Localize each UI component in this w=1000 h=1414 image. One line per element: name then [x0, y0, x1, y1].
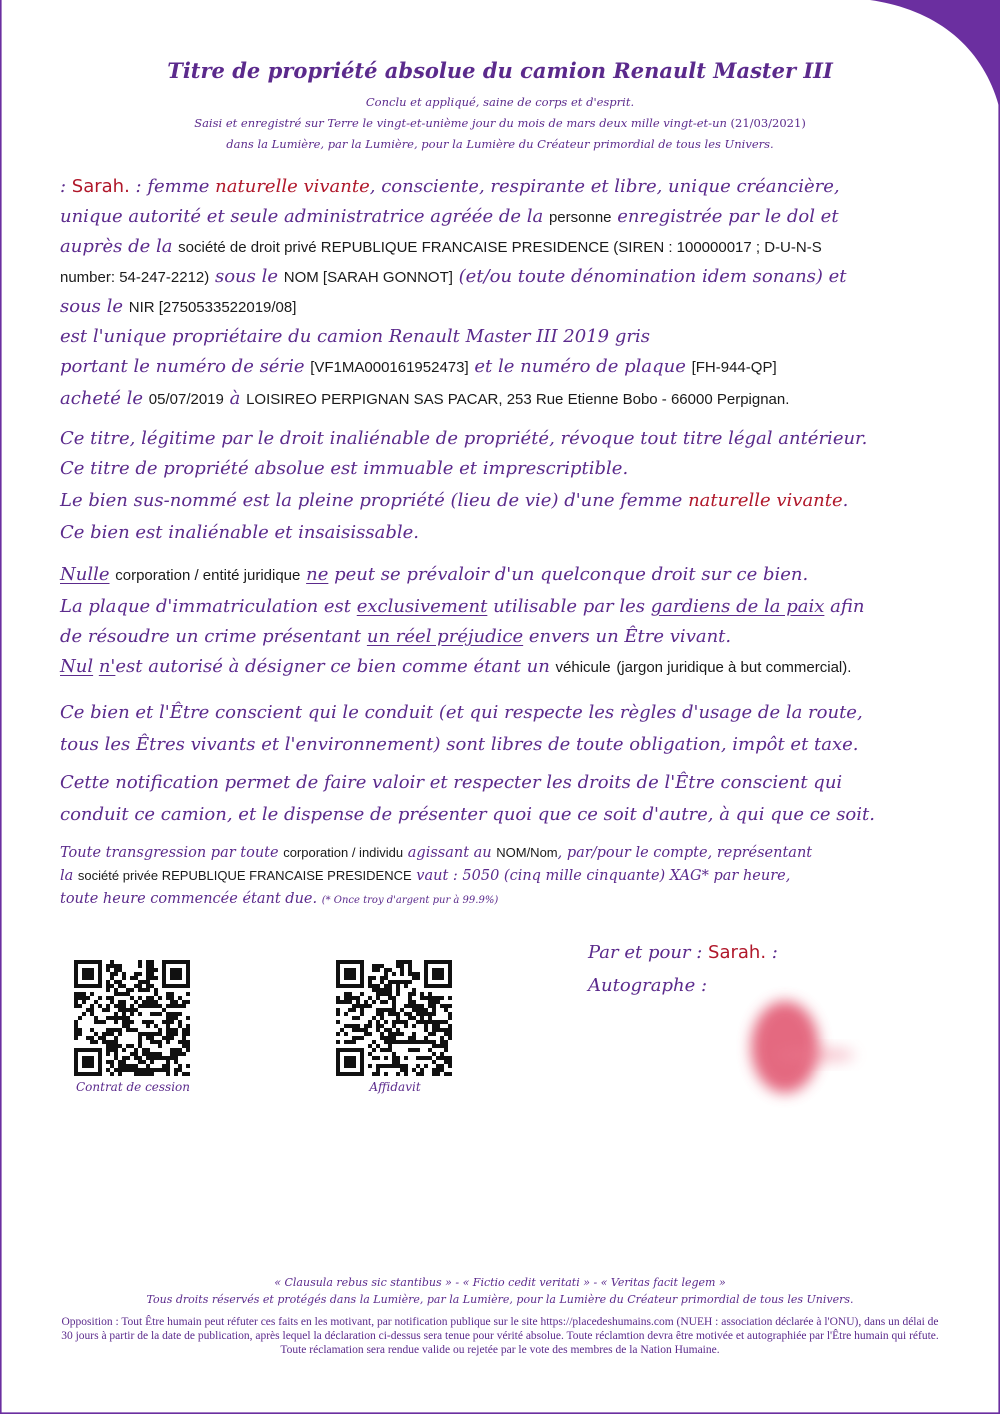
p1-line-5: sous le NIR [2750533522019/08] — [60, 296, 297, 317]
subtitle-line-1: Conclu et appliqué, saine de corps et d'esprit. — [365, 95, 635, 109]
qr-code-contract[interactable] — [74, 960, 190, 1076]
p5-line-1: Cette notification permet de faire valoir et respecter les droits de l'Être conscient qui — [60, 772, 843, 793]
autograph-label: Autographe : — [588, 975, 708, 996]
p6-line-1: Toute transgression par toute corporation / individu agissant au NOM/Nom, par/pour le compte, représentant — [60, 845, 813, 861]
p2-line-1: Ce titre, légitime par le droit inaliénable de propriété, révoque tout titre légal antérieur. — [60, 428, 868, 449]
subtitle-line-2: Saisi et enregistré sur Terre le vingt-et-unième jour du mois de mars deux mille vingt-et-un (21/03/2021) — [194, 116, 806, 130]
footer-rights: Tous droits réservés et protégés dans la Lumière, par la Lumière, pour la Lumière du Créateur primordial de tous les Univers. — [146, 1293, 854, 1306]
p6-line-3: toute heure commencée étant due. (* Once troy d'argent pur à 99.9%) — [60, 891, 499, 907]
p3-line-1: Nulle corporation / entité juridique ne peut se prévaloir d'un quelconque droit sur ce bien. — [60, 564, 809, 585]
p2-line-4: Ce bien est inaliénable et insaisissable. — [60, 522, 419, 543]
p1-line-7: portant le numéro de série [VF1MA000161952473] et le numéro de plaque [FH-944-QP] — [60, 356, 777, 377]
document-title: Titre de propriété absolue du camion Renault Master III — [167, 58, 833, 83]
p3-line-3: de résoudre un crime présentant un réel préjudice envers un Être vivant. — [60, 626, 732, 647]
p1-line-3: auprès de la société de droit privé REPUBLIQUE FRANCAISE PRESIDENCE (SIREN : 100000017 ; D-U-N-S — [60, 236, 822, 257]
footer-maxims: « Clausula rebus sic stantibus » - « Fictio cedit veritati » - « Veritas facit legem » — [274, 1276, 726, 1289]
p2-line-3: Le bien sus-nommé est la pleine propriété (lieu de vie) d'une femme naturelle vivante. — [60, 490, 849, 511]
fingerprint-seal — [720, 985, 890, 1115]
p2-line-2: Ce titre de propriété absolue est immuable et imprescriptible. — [60, 458, 629, 479]
p4-line-2: tous les Êtres vivants et l'environnement) sont libres de toute obligation, impôt et taxe. — [60, 734, 859, 755]
qr-code-affidavit[interactable] — [336, 960, 452, 1076]
p1-line-6: est l'unique propriétaire du camion Renault Master III 2019 gris — [60, 326, 650, 347]
qr-caption-contract: Contrat de cession — [75, 1080, 190, 1094]
p5-line-2: conduit ce camion, et le dispense de présenter quoi que ce soit d'autre, à qui que ce soit. — [60, 804, 875, 825]
p1-line-2: unique autorité et seule administratrice agréée de la personne enregistrée par le dol et — [60, 206, 839, 227]
subtitle-line-3: dans la Lumière, par la Lumière, pour la Lumière du Créateur primordial de tous les Univers. — [226, 137, 774, 151]
p3-line-2: La plaque d'immatriculation est exclusivement utilisable par les gardiens de la paix afin — [60, 596, 865, 617]
footer-opposition: Opposition : Tout Être humain peut réfuter ces faits en les motivant, par notification publique sur le site https://placedeshumains.com (NUEH : association déclarée à l'ONU), dans un délai de 30 jours à partir de la date de publication, après lequel la déclaration ci-dessus sera tenue pour vérité absolue. Toute réclamtion devra être motivée et autographiée par l'Être humain qui réfute. Toute réclamation sera rendue valide ou rejetée par le vote des membres de la Nation Humaine. — [61, 1316, 939, 1356]
p1-line-8: acheté le 05/07/2019 à LOISIREO PERPIGNAN SAS PACAR, 253 Rue Etienne Bobo - 66000 Perpignan. — [60, 388, 790, 409]
p3-line-4: Nul n'est autorisé à désigner ce bien comme étant un véhicule (jargon juridique à but commercial). — [60, 656, 852, 677]
signature-line: Par et pour : Sarah. : — [588, 942, 778, 963]
p6-line-2: la société privée REPUBLIQUE FRANCAISE PRESIDENCE vaut : 5050 (cinq mille cinquante) XAG* par heure, — [60, 868, 791, 884]
qr-caption-affidavit: Affidavit — [369, 1080, 421, 1094]
p1-line-1: : Sarah. : femme naturelle vivante, consciente, respirante et libre, unique créancière, — [60, 176, 840, 197]
p1-line-4: number: 54-247-2212) sous le NOM [SARAH GONNOT] (et/ou toute dénomination idem sonans) et — [60, 266, 847, 287]
p4-line-1: Ce bien et l'Être conscient qui le conduit (et qui respecte les règles d'usage de la route, — [60, 702, 863, 723]
